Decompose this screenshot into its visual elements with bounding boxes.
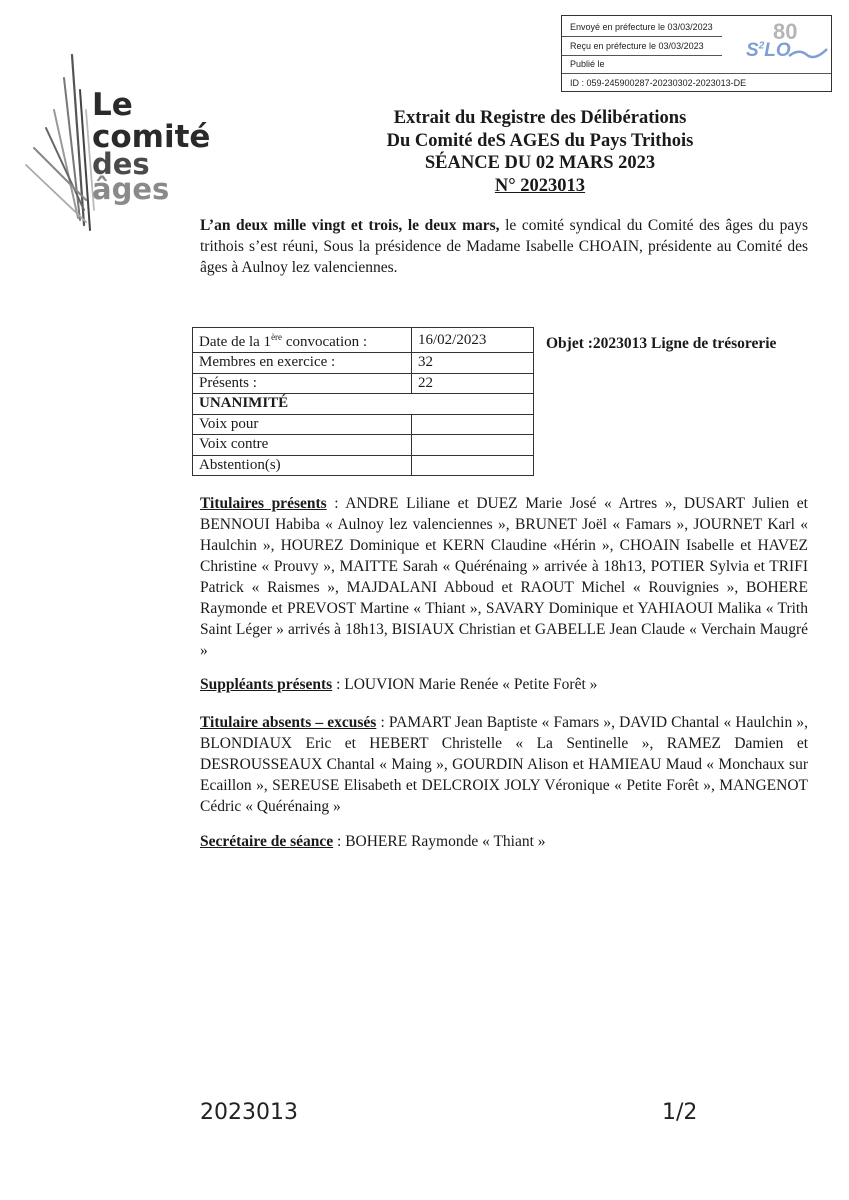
table-cell-label: Membres en exercice : [193,353,412,374]
document-title [340,107,740,197]
deliberation-object: Objet :2023013 Ligne de trésorerie [546,335,777,352]
seance-date: SÉANCE DU 02 MARS 2023 [424,153,656,173]
intro-text: le comité syndical du Comité des âges du pays trithois s’est réuni, Sous la présidence de Madame Isabelle CHOAIN, présidente au Comité des âges à Aulnoy lez valenciennes. [200,217,808,276]
section-heading: Secrétaire de séance [200,833,334,850]
table-cell-label: Voix pour [193,414,412,435]
stamp-id: ID : 059-245900287-20230302-2023013-DE [570,78,747,88]
table-cell-value [412,435,534,456]
table-cell-label: Date de la 1ère convocation : [193,328,412,353]
suppleants-presents-section [200,674,808,695]
footer-reference: 2023013 [200,1100,298,1125]
stamp-sent-date: Envoyé en préfecture le 03/03/2023 [570,22,713,32]
stamp-brand-logo: $S^2LO$ [746,40,791,61]
table-cell-label: Voix contre [193,435,412,456]
comite-des-ages-logo [20,50,211,250]
section-text: : BOHERE Raymonde « Thiant » [333,833,546,850]
table-cell-label: Présents : [193,373,412,394]
section-text: : ANDRE Liliane et DUEZ Marie José « Artres », DUSART Julien et BENNOUI Habiba « Aulnoy lez valenciennes », BRUNET Joël « Famars », JOURNET Karl « Haulchin », HOUREZ Dominique et KERN Claudine «Hérin », CHOAIN Isabelle et HAVEZ Christine « Prouvy », MAITTE Sarah « Quérénaing » arrivée à 18h13, POTIER Sylvia et TRIFI Patrick « Raismes », MAJDALANI Abboud et RAOUT Michel « Rouvignies », BOHERE Raymonde et PREVOST Martine « Thiant », SAVARY Dominique et YAHIAOUI Malika « Trith Saint Léger » arrivés à 18h13, BISIAUX Christian et GABELLE Jean Claude « Verchain Maugré » [200,495,808,659]
table-cell-unanimity: UNANIMITÉ [193,394,534,415]
page-number: 1/2 [662,1100,698,1125]
table-row [193,435,534,456]
stamp-divider [562,36,722,37]
intro-paragraph [200,215,808,278]
table-row [193,353,534,374]
stamp-number: 80 [773,19,798,44]
title-line: Du Comité deS AGES du Pays Trithois [386,130,694,151]
section-text: : PAMART Jean Baptiste « Famars », DAVID Chantal « Haulchin », BLONDIAUX Eric et HEBERT Christelle « La Sentinelle », RAMEZ Damien et DESROUSSEAUX Chantal « Maing », GOURDIN Alison et HAMIEAU Maud « Monchaux sur Ecaillon », SEREUSE Elisabeth et DELCROIX JOLY Véronique « Petite Forêt », MANGENOT Cédric « Quérénaing » [200,714,808,815]
section-text: : LOUVION Marie Renée « Petite Forêt » [332,676,598,693]
logo-word: âges [92,172,170,206]
table-row [193,414,534,435]
section-heading: Titulaires présents [200,495,327,512]
table-cell-value [412,414,534,435]
prefecture-stamp [561,15,832,92]
table-row [193,394,534,415]
stamp-divider [562,55,722,56]
intro-date-text: L’an deux mille vingt et trois, le deux mars, [200,217,500,234]
table-cell-value: 22 [412,373,534,394]
logo-word: des [92,147,150,181]
table-cell-label: Abstention(s) [193,455,412,476]
logo-word: comité [92,119,211,155]
table-row [193,455,534,476]
titulaires-presents-section [200,493,808,661]
titulaires-absents-section [200,712,808,817]
table-cell-value: 16/02/2023 [412,328,534,353]
secretaire-section [200,831,808,852]
logo-word: Le [92,87,133,123]
table-row [193,373,534,394]
table-row [193,328,534,353]
stamp-published: Publié le [570,59,605,69]
table-cell-value [412,455,534,476]
swoosh-icon [787,46,829,62]
section-heading: Suppléants présents [200,676,333,693]
section-heading: Titulaire absents – excusés [200,714,377,731]
title-line: Extrait du Registre des Délibérations [393,108,687,128]
stamp-received-date: Reçu en préfecture le 03/03/2023 [570,41,704,51]
stamp-divider [562,73,831,74]
table-cell-value: 32 [412,353,534,374]
vote-table [192,327,534,476]
deliberation-number: N° 2023013 [494,175,586,196]
